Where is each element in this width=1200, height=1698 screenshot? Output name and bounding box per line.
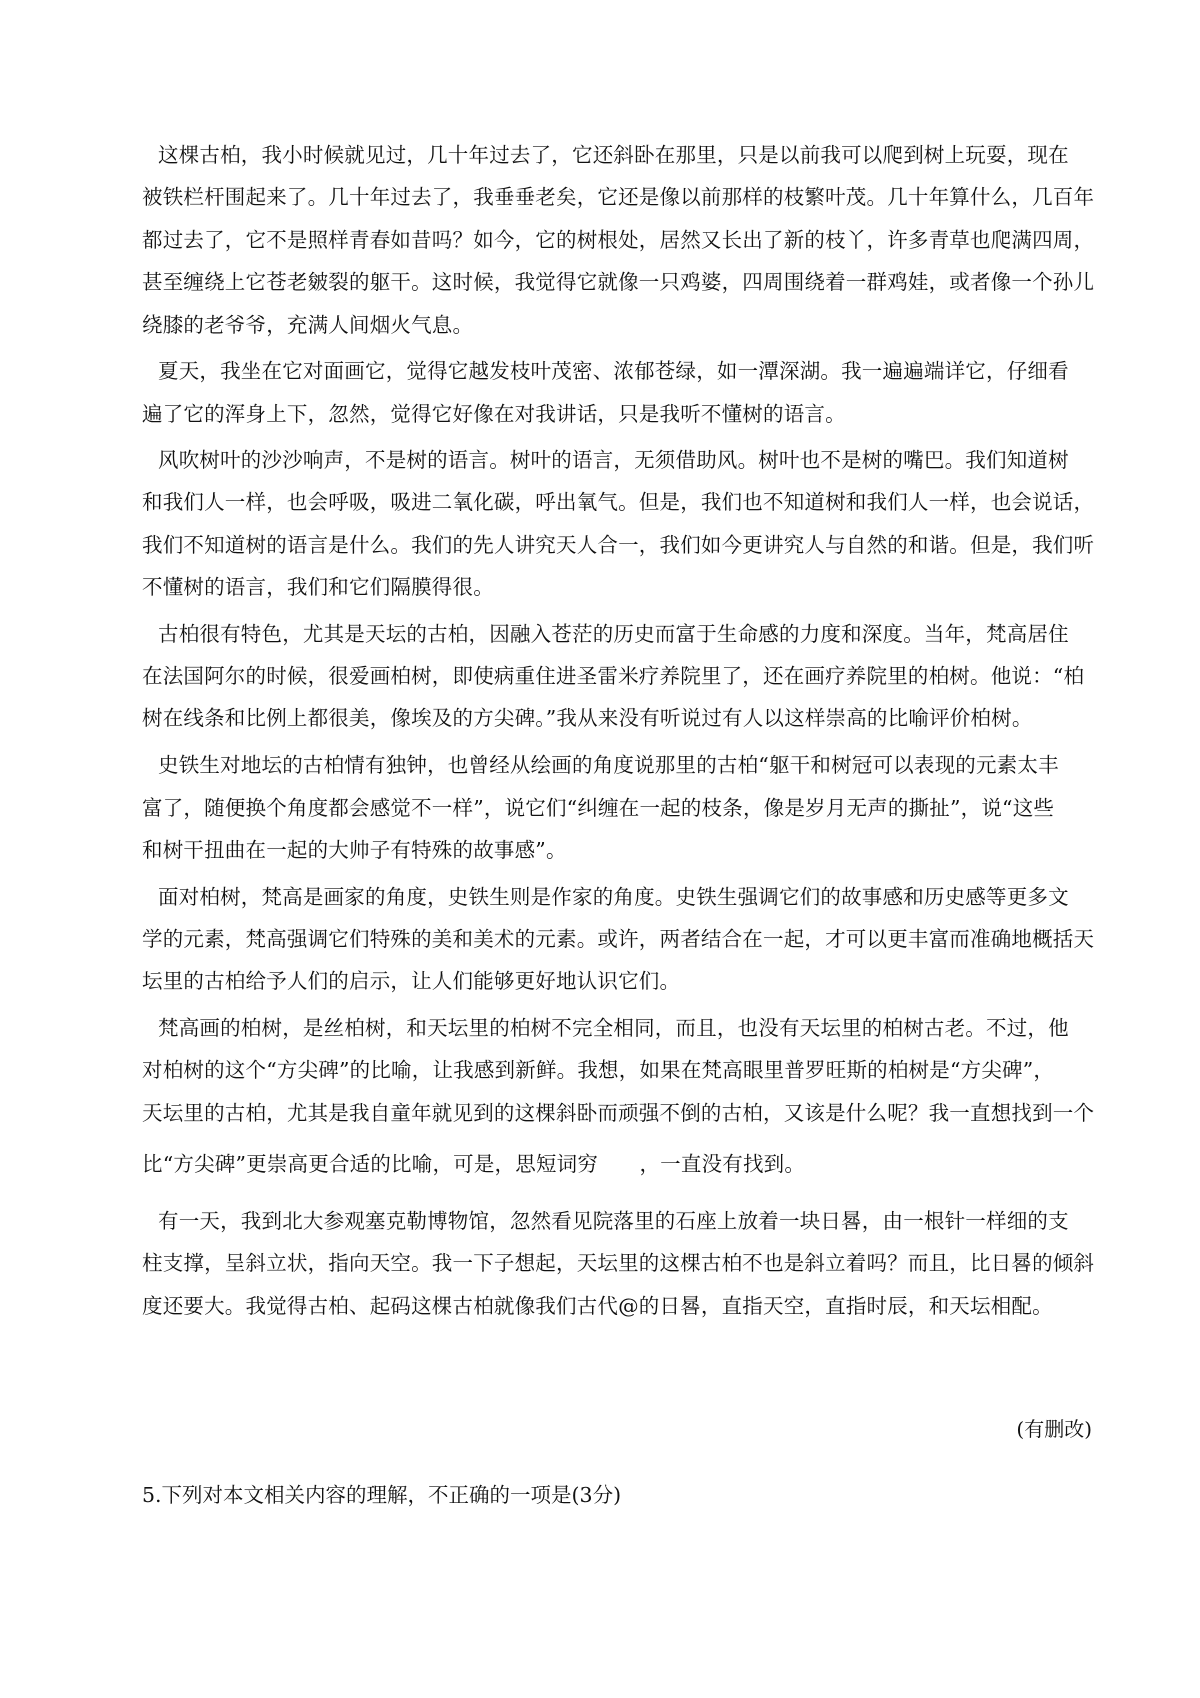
paragraph-1-line-2: 被铁栏杆围起来了。几十年过去了，我垂垂老矣，它还是像以前那样的枝繁叶茂。几十年算什么，几百年 <box>142 185 1095 209</box>
paragraph-5-line-2: 富了，随便换个角度都会感觉不一样”，说它们“纠缠在一起的枝条，像是岁月无声的撕扯”，说“这些 <box>142 796 1055 820</box>
paragraph-4-line-3: 树在线条和比例上都很美，像埃及的方尖碑。”我从来没有听说过有人以这样崇高的比喻评价柏树。 <box>142 706 1033 730</box>
paragraph-2-line-1: 夏天，我坐在它对面画它，觉得它越发枝叶茂密、浓郁苍绿，如一潭深湖。我一遍遍端详它，仔细看 <box>158 359 1069 383</box>
paragraph-3-line-1: 风吹树叶的沙沙响声，不是树的语言。树叶的语言，无须借助风。树叶也不是树的嘴巴。我们知道树 <box>158 448 1069 472</box>
paragraph-6-line-1: 面对柏树，梵高是画家的角度，史铁生则是作家的角度。史铁生强调它们的故事感和历史感等更多文 <box>158 885 1069 909</box>
paragraph-7-line-3: 天坛里的古柏，尤其是我自童年就见到的这棵斜卧而顽强不倒的古柏，又该是什么呢？我一直想找到一个 <box>142 1101 1095 1125</box>
paragraph-1-line-3: 都过去了，它不是照样青春如昔吗？如今，它的树根处，居然又长出了新的枝丫，许多青草也爬满四周， <box>142 228 1095 252</box>
paragraph-6-line-2: 学的元素，梵高强调它们特殊的美和美术的元素。或许，两者结合在一起，才可以更丰富而准确地概括天 <box>142 927 1095 951</box>
paragraph-7-line-4: 比“方尖碑”更崇高更合适的比喻，可是，思短词穷 ，一直没有找到。 <box>142 1152 806 1176</box>
paragraph-8-line-1: 有一天，我到北大参观塞克勒博物馆，忽然看见院落里的石座上放着一块日晷，由一根针一样细的支 <box>158 1209 1069 1233</box>
paragraph-4-line-2: 在法国阿尔的时候，很爱画柏树，即使病重住进圣雷米疗养院里了，还在画疗养院里的柏树。他说：“柏 <box>142 664 1085 688</box>
paragraph-2-line-2: 遍了它的浑身上下，忽然，觉得它好像在对我讲话，只是我听不懂树的语言。 <box>142 402 846 426</box>
paragraph-1-line-1: 这棵古柏，我小时候就见过，几十年过去了，它还斜卧在那里，只是以前我可以爬到树上玩耍，现在 <box>158 143 1069 167</box>
paragraph-3-line-2: 和我们人一样，也会呼吸，吸进二氧化碳，呼出氧气。但是，我们也不知道树和我们人一样，也会说话， <box>142 490 1095 514</box>
paragraph-6-line-3: 坛里的古柏给予人们的启示，让人们能够更好地认识它们。 <box>142 969 681 993</box>
question-5: 5.下列对本文相关内容的理解，不正确的一项是(3分) <box>142 1483 622 1507</box>
paragraph-3-line-4: 不懂树的语言，我们和它们隔膜得很。 <box>142 575 494 599</box>
paragraph-1-line-4: 甚至缠绕上它苍老皴裂的躯干。这时候，我觉得它就像一只鸡婆，四周围绕着一群鸡娃，或者像一个孙儿 <box>142 270 1095 294</box>
source-note: (有删改) <box>1016 1417 1092 1441</box>
paragraph-3-line-3: 我们不知道树的语言是什么。我们的先人讲究天人合一，我们如今更讲究人与自然的和谐。但是，我们听 <box>142 533 1095 557</box>
paragraph-5-line-3: 和树干扭曲在一起的大帅子有特殊的故事感”。 <box>142 838 567 862</box>
paragraph-8-line-2: 柱支撑，呈斜立状，指向天空。我一下子想起，天坛里的这棵古柏不也是斜立着吗？而且，比日晷的倾斜 <box>142 1251 1095 1275</box>
paragraph-1-line-5: 绕膝的老爷爷，充满人间烟火气息。 <box>142 313 474 337</box>
paragraph-7-line-2: 对柏树的这个“方尖碑”的比喻，让我感到新鲜。我想，如果在梵高眼里普罗旺斯的柏树是“方尖碑”， <box>142 1058 1055 1082</box>
paragraph-8-line-3: 度还要大。我觉得古柏、起码这棵古柏就像我们古代@的日晷，直指天空，直指时辰，和天坛相配。 <box>142 1294 1053 1318</box>
paragraph-4-line-1: 古柏很有特色，尤其是天坛的古柏，因融入苍茫的历史而富于生命感的力度和深度。当年，梵高居住 <box>158 622 1069 646</box>
paragraph-7-line-1: 梵高画的柏树，是丝柏树，和天坛里的柏树不完全相同，而且，也没有天坛里的柏树古老。不过，他 <box>158 1016 1069 1040</box>
paragraph-5-line-1: 史铁生对地坛的古柏情有独钟，也曾经从绘画的角度说那里的古柏“躯干和树冠可以表现的元素太丰 <box>158 753 1059 777</box>
